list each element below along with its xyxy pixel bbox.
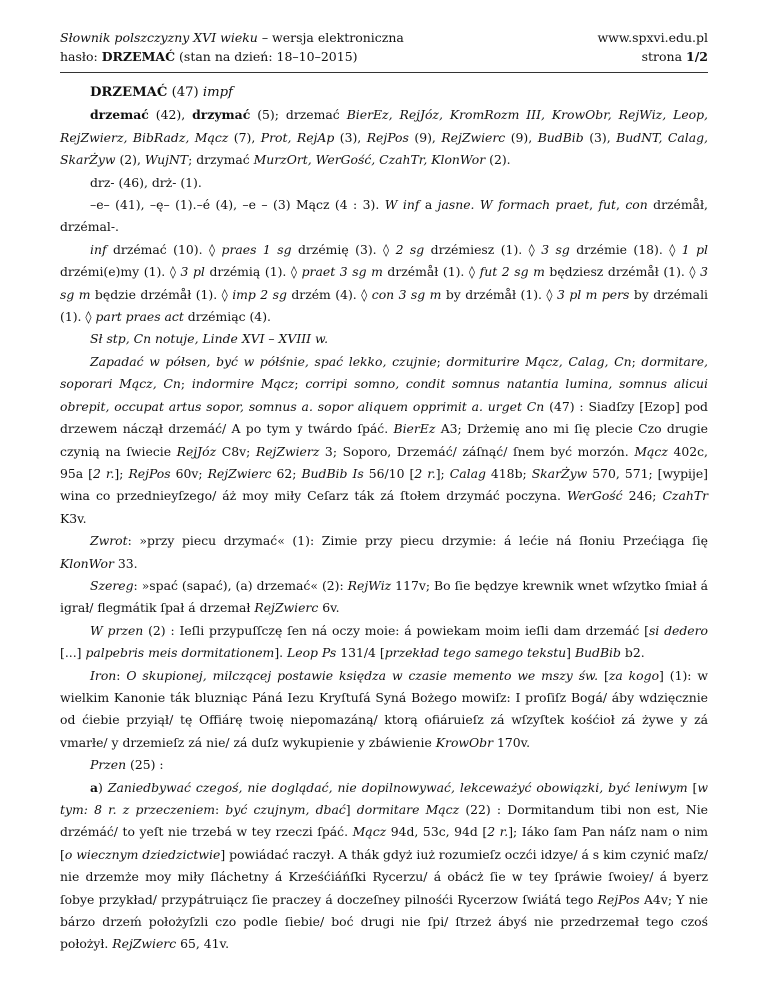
form-drzemac: drzemać: [90, 107, 149, 123]
vowel-paragraph: –e– (41), –ę– (1).–é (4), –e – (3) Mącz (4 : 3). W inf a jasne. W formach praet, fut, con drzémåł, drzémal-.: [60, 197, 708, 235]
header-entry-line: [60, 47, 404, 66]
entry-lemma: DRZEMAĆ: [90, 85, 168, 100]
page-label: strona: [641, 49, 687, 64]
header-right: [597, 28, 708, 66]
entry-count: (47): [167, 85, 203, 100]
page-number: 1/2: [686, 49, 708, 64]
entry-label: hasło:: [60, 49, 102, 64]
entry-word: DRZEMAĆ: [101, 49, 176, 64]
inflection-paragraph: inf drzémać (10). ◊ praes 1 sg drzémię (3). ◊ 2 sg drzémiesz (1). ◊ 3 sg drzémie (18). ◊ 1 pl drzémi(e)my (1). ◊ 3 pl drzémią (1). ◊ praet 3 sg m drzémåł (1). ◊ fut 2 sg m będziesz drzémåł (1). ◊ 3 sg m będzie drzémåł (1). ◊ imp 2 sg drzém (4). ◊ con 3 sg m by drzémåł (1). ◊ 3 pl m pers by drzémali (1). ◊ part praes act drzémiąc (4).: [60, 241, 709, 325]
forms-paragraph: drzemać (42), drzymać (5); drzemać BierEz, RejJóz, KromRozm III, KrowObr, RejWiz, Leop, RejZwierz, BibRadz, Mącz (7), Prot, RejAp (3), RejPos (9), RejZwierc (9), BudBib (3), BudNT, Calag, SkarŻyw (2), WujNT; drzymać MurzOrt, WerGość, CzahTr, KlonWor (2).: [60, 107, 708, 168]
site-url[interactable]: www.spxvi.edu.pl: [597, 30, 708, 45]
header-dictionary-line: [60, 28, 404, 47]
entry-pos: impf: [202, 85, 233, 100]
entry-heading: [60, 82, 708, 104]
spelling-paragraph: drz- (46), drż- (1).: [90, 174, 202, 190]
entry-date: (stan na dzień: 18–10–2015): [175, 49, 358, 64]
sense-a-paragraph: a) Zaniedbywać czegoś, nie doglądać, nie dopilnowywać, lekceważyć obowiązki, być leniwym [w tym: 8 r. z przeczeniem: być czujnym, dbać] dormitare Mącz (22) : Dormitandum tibi non est, Nie drzémáć/ to yeſt nie trzebá w tey rzeczi ſpáć. Mącz 94d, 53c, 94d [2 r.]; Iáko ſam Pan náſz nam o nim [o wiecznym dziedzictwie] powiádać raczył. A thák gdyż iuż rozumieſz oczći idzye/ á s kim czynić maſz/ nie drzemże moy miły ſláchetny á Krześćiáńſki Rycerzu/ á obácż ſie w tey ſpráwie ſwoiey/ á byerz ſobye przykład/ przypátruiącz ſie praczey á doczeſney pilnośći Rycerzow ſwiátá tego RejPos A4v; Y nie bárzo drzeḿ położyſzli czo podle ſiebie/ boć drugi nie ſpi/ ſtrzeż ábyś nie przedrzemał tego czoś położył. RejZwierc 65, 41v.: [60, 779, 709, 952]
sense-marker: a: [90, 779, 99, 795]
transferred-heading: Przen (25) :: [90, 757, 164, 773]
ironic-paragraph: Iron: O skupionej, milczącej postawie księdza w czasie memento we mszy św. [za kogo] (1): w wielkim Kanonie ták bluzniąc Páná Iezu Kryſtuſá Syná Bożego mowiſz: I proſiſz Bogá/ áby wdzięcznie od ćiebie przyiął/ tę Offiárę twoię niepomazáną/ ktorą ofiáruieſz zá wſzyſtek kośćioł zá żywe y zá vmarłe/ y drzemieſz zá nie/ zá duſz wykupienie y zbáwienie KrowObr 170v.: [60, 667, 708, 750]
series-paragraph: Szereg: »spać (sapać), (a) drzemać« (2): RejWiz 117v; Bo ſie będzye krewnik wnet wſzytko ſmiał á igrał/ flegmátik ſpał á drzemał RejZwierc 6v.: [60, 577, 708, 616]
form-drzymac: drzymać: [192, 107, 251, 123]
dictionary-name: Słownik polszczyzny XVI wieku: [60, 30, 258, 45]
sources-paragraph: Sł stp, Cn notuje, Linde XVI – XVIII w.: [90, 331, 329, 347]
header-divider: [60, 72, 708, 73]
phrase-paragraph: Zwrot: »przy piecu drzymać« (1): Zimie przy piecu drzymie: á lećie ná ſłoniu Przećiąga ſię KlonWor 33.: [60, 533, 708, 571]
page-indicator: [597, 47, 708, 66]
edition-label: – wersja elektroniczna: [257, 30, 404, 45]
meaning-paragraph: Zapadać w półsen, być w półśnie, spać lekko, czujnie; dormiturire Mącz, Calag, Cn; dormitare, soporari Mącz, Cn; indormire Mącz; corripi somno, condit somnus natantia lumina, somnus alicui obrepit, occupat artus sopor, somnus a. sopor aliquem opprimit a. urget Cn (47) : Siadſzy [Ezop] pod drzewem náczął drzemáć/ A po tym y twárdo ſpáć. BierEz A3; Drżemię ano mi ſię plecie Czo drugie czynią na ſwiecie RejJóz C8v; RejZwierz 3; Soporo, Drzemáć/ záſnąć/ ſnem być morzón. Mącz 402c, 95a [2 r.]; RejPos 60v; RejZwierc 62; BudBib Is 56/10 [2 r.]; Calag 418b; SkarŻyw 570, 571; [wypije] wina co przednieyſzego/ áż moy miły Ceſarz ták zá ſtołem drzymáć poczyna. WerGość 246; CzahTr K3v.: [60, 353, 709, 526]
entry-content: [60, 82, 708, 956]
header-left: [60, 28, 404, 66]
figurative-paragraph: W przen (2) : Ieſli przypuſſczę ſen ná oczy moie: á powiekam moim ieſli dam drzemáć [si dedero [...] palpebris meis dormitationem]. Leop Ps 131/4 [przekład tego samego tekstu] BudBib b2.: [60, 622, 709, 661]
